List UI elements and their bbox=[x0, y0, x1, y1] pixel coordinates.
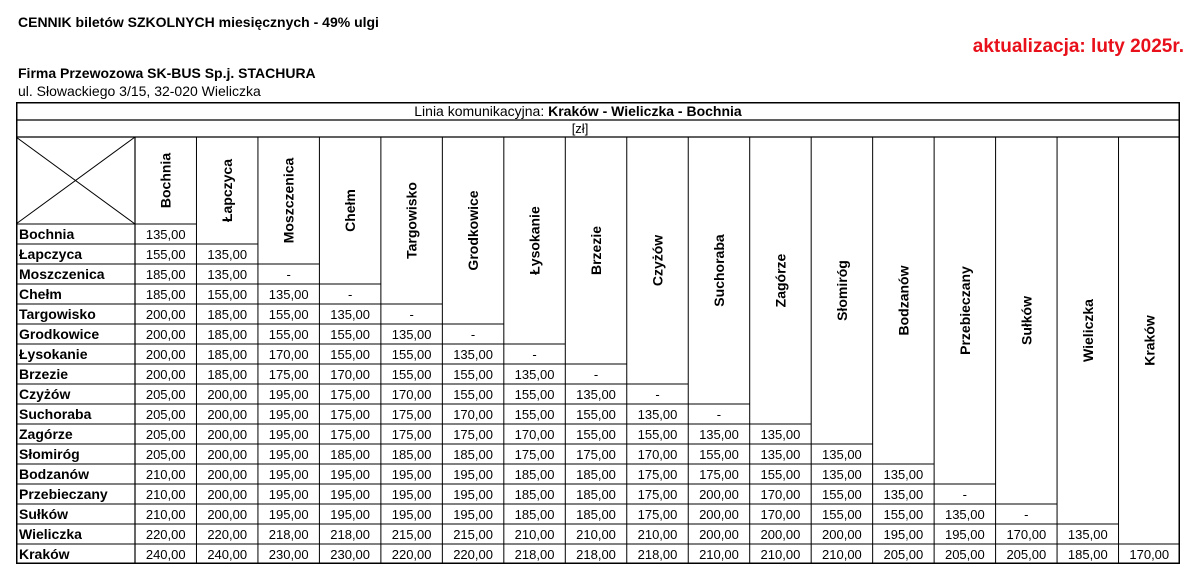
fare-cell: 200,00 bbox=[207, 427, 248, 442]
fare-cell: 185,00 bbox=[453, 447, 493, 462]
fare-cell: 210,00 bbox=[760, 547, 801, 562]
fare-cell: 135,00 bbox=[1067, 527, 1108, 542]
row-label: Słomiróg bbox=[19, 446, 80, 462]
fare-cell: 195,00 bbox=[453, 487, 493, 502]
fare-cell: 185,00 bbox=[576, 467, 616, 482]
column-header: Słomiróg bbox=[833, 260, 850, 321]
fare-cell: 210,00 bbox=[514, 527, 555, 542]
row-label: Bodzanów bbox=[19, 466, 89, 482]
fare-cell: 135,00 bbox=[268, 287, 309, 302]
fare-cell: 155,00 bbox=[576, 407, 616, 422]
fare-cell: 185,00 bbox=[330, 447, 371, 462]
fare-cell: 175,00 bbox=[391, 407, 432, 422]
fare-cell: 135,00 bbox=[760, 427, 801, 442]
fare-cell: 195,00 bbox=[330, 507, 371, 522]
fare-cell: 170,00 bbox=[514, 427, 555, 442]
fare-cell: 185,00 bbox=[207, 347, 248, 362]
fare-cell: 155,00 bbox=[330, 327, 371, 342]
fare-cell: 135,00 bbox=[453, 347, 493, 362]
fare-cell: 135,00 bbox=[207, 247, 248, 262]
fare-cell: 240,00 bbox=[207, 547, 248, 562]
row-label: Przebieczany bbox=[19, 486, 108, 502]
fare-cell: 155,00 bbox=[514, 407, 555, 422]
row-label: Wieliczka bbox=[19, 526, 82, 542]
fare-cell: 155,00 bbox=[822, 507, 862, 522]
fare-cell: 200,00 bbox=[699, 487, 739, 502]
fare-cell: - bbox=[962, 487, 968, 502]
row-label: Suchoraba bbox=[19, 406, 92, 422]
fare-cell: 170,00 bbox=[760, 487, 801, 502]
fare-cell: 220,00 bbox=[207, 527, 248, 542]
fare-cell: 210,00 bbox=[145, 487, 186, 502]
price-list-title: CENNIK biletów SZKOLNYCH miesięcznych - 49% ulgi bbox=[18, 14, 379, 30]
fare-cell: 155,00 bbox=[699, 447, 739, 462]
fare-cell: - bbox=[593, 367, 599, 382]
fare-cell: 200,00 bbox=[207, 387, 248, 402]
fare-cell: 218,00 bbox=[514, 547, 555, 562]
fare-cell: 135,00 bbox=[207, 267, 248, 282]
fare-cell: 155,00 bbox=[637, 427, 678, 442]
fare-cell: 155,00 bbox=[883, 507, 924, 522]
fare-cell: 175,00 bbox=[699, 467, 739, 482]
fare-cell: 210,00 bbox=[576, 527, 616, 542]
fare-cell: 175,00 bbox=[637, 467, 678, 482]
column-header: Zagórze bbox=[772, 253, 789, 308]
fare-cell: 155,00 bbox=[760, 467, 801, 482]
row-label: Bochnia bbox=[19, 226, 75, 242]
fare-cell: 200,00 bbox=[760, 527, 801, 542]
fare-cell: 195,00 bbox=[453, 507, 493, 522]
column-header: Brzezie bbox=[588, 225, 605, 276]
fare-cell: 195,00 bbox=[268, 407, 309, 422]
fare-cell: 135,00 bbox=[944, 507, 985, 522]
fare-cell: 218,00 bbox=[576, 547, 616, 562]
fare-cell: 215,00 bbox=[391, 527, 432, 542]
fare-cell: 185,00 bbox=[576, 507, 616, 522]
fare-cell: 195,00 bbox=[268, 447, 309, 462]
row-label: Kraków bbox=[19, 546, 70, 562]
row-label: Grodkowice bbox=[19, 326, 100, 342]
row-label: Łapczyca bbox=[19, 246, 83, 262]
column-header: Bochnia bbox=[157, 152, 174, 209]
column-header: Sułków bbox=[1018, 295, 1035, 346]
fare-cell: - bbox=[532, 347, 537, 362]
fare-cell: 170,00 bbox=[1129, 547, 1170, 562]
fare-cell: 185,00 bbox=[514, 487, 555, 502]
fare-cell: 240,00 bbox=[145, 547, 186, 562]
column-header: Targowisko bbox=[403, 182, 420, 259]
fare-cell: 205,00 bbox=[145, 407, 186, 422]
fare-cell: - bbox=[716, 407, 722, 422]
fare-cell: 205,00 bbox=[883, 547, 924, 562]
column-header: Przebieczany bbox=[956, 266, 973, 355]
column-header: Grodkowice bbox=[465, 190, 482, 271]
fare-cell: 220,00 bbox=[145, 527, 186, 542]
fare-cell: 185,00 bbox=[145, 267, 186, 282]
fare-cell: 185,00 bbox=[207, 307, 248, 322]
fare-cell: 155,00 bbox=[822, 487, 862, 502]
row-label: Czyżów bbox=[19, 386, 71, 402]
fare-cell: 195,00 bbox=[268, 467, 309, 482]
fare-cell: 175,00 bbox=[330, 427, 371, 442]
fare-cell: 155,00 bbox=[391, 347, 432, 362]
fare-cell: 205,00 bbox=[145, 447, 186, 462]
fare-cell: 200,00 bbox=[207, 407, 248, 422]
fare-cell: 200,00 bbox=[699, 507, 739, 522]
fare-cell: - bbox=[1024, 507, 1029, 522]
fare-cell: 155,00 bbox=[207, 287, 248, 302]
fare-cell: 200,00 bbox=[145, 347, 186, 362]
fare-cell: 155,00 bbox=[576, 427, 616, 442]
line-title: Linia komunikacyjna: Kraków - Wieliczka - Bochnia bbox=[414, 103, 742, 119]
fare-cell: 135,00 bbox=[822, 447, 862, 462]
fare-cell: 218,00 bbox=[637, 547, 678, 562]
fare-cell: 155,00 bbox=[145, 247, 186, 262]
fare-cell: 170,00 bbox=[637, 447, 678, 462]
column-header: Łapczyca bbox=[219, 158, 236, 223]
fare-cell: 210,00 bbox=[145, 467, 186, 482]
fare-cell: 135,00 bbox=[883, 467, 924, 482]
fare-cell: 175,00 bbox=[330, 387, 371, 402]
fare-cell: 200,00 bbox=[207, 447, 248, 462]
fare-cell: 195,00 bbox=[268, 507, 309, 522]
fare-cell: 185,00 bbox=[514, 467, 555, 482]
fare-cell: 185,00 bbox=[514, 507, 555, 522]
row-label: Brzezie bbox=[19, 366, 69, 382]
fare-cell: 200,00 bbox=[207, 487, 248, 502]
fare-cell: 195,00 bbox=[391, 507, 432, 522]
company-name: Firma Przewozowa SK-BUS Sp.j. STACHURA bbox=[18, 65, 316, 81]
row-label: Moszczenica bbox=[19, 266, 105, 282]
fare-cell: 135,00 bbox=[330, 307, 371, 322]
fare-cell: 200,00 bbox=[145, 307, 186, 322]
fare-cell: 185,00 bbox=[1067, 547, 1108, 562]
fare-cell: 195,00 bbox=[883, 527, 924, 542]
column-header: Chełm bbox=[342, 189, 359, 232]
fare-cell: 220,00 bbox=[391, 547, 432, 562]
fare-cell: 170,00 bbox=[268, 347, 309, 362]
column-header: Wieliczka bbox=[1079, 299, 1096, 362]
fare-cell: 230,00 bbox=[268, 547, 309, 562]
fare-cell: 135,00 bbox=[576, 387, 616, 402]
column-header: Suchoraba bbox=[710, 234, 727, 307]
column-header: Bodzanów bbox=[895, 265, 912, 336]
fare-cell: 185,00 bbox=[145, 287, 186, 302]
fare-cell: 185,00 bbox=[207, 327, 248, 342]
fare-cell: - bbox=[655, 387, 660, 402]
fare-cell: 155,00 bbox=[268, 327, 309, 342]
fare-cell: 175,00 bbox=[268, 367, 309, 382]
fare-cell: 175,00 bbox=[514, 447, 555, 462]
fare-cell: - bbox=[470, 327, 476, 342]
fare-cell: 200,00 bbox=[145, 327, 186, 342]
fare-cell: 195,00 bbox=[391, 487, 432, 502]
fare-cell: 205,00 bbox=[1006, 547, 1047, 562]
fare-cell: 220,00 bbox=[453, 547, 493, 562]
fare-cell: 185,00 bbox=[207, 367, 248, 382]
fare-cell: 175,00 bbox=[330, 407, 371, 422]
company-address: ul. Słowackiego 3/15, 32-020 Wieliczka bbox=[18, 83, 261, 99]
fare-cell: 170,00 bbox=[760, 507, 801, 522]
fare-cell: 170,00 bbox=[330, 367, 371, 382]
fare-cell: 155,00 bbox=[268, 307, 309, 322]
row-label: Sułków bbox=[19, 506, 69, 522]
fare-cell: 210,00 bbox=[145, 507, 186, 522]
fare-cell: 195,00 bbox=[268, 427, 309, 442]
fare-cell: 155,00 bbox=[453, 387, 493, 402]
fare-cell: 195,00 bbox=[391, 467, 432, 482]
fare-cell: 155,00 bbox=[391, 367, 432, 382]
fare-cell: 210,00 bbox=[637, 527, 678, 542]
fare-cell: - bbox=[347, 287, 353, 302]
fare-table-grid bbox=[16, 102, 1180, 564]
row-label: Chełm bbox=[19, 286, 62, 302]
fare-cell: 205,00 bbox=[145, 387, 186, 402]
fare-cell: 200,00 bbox=[822, 527, 862, 542]
fare-cell: 170,00 bbox=[391, 387, 432, 402]
fare-cell: 200,00 bbox=[207, 507, 248, 522]
fare-cell: 155,00 bbox=[330, 347, 371, 362]
fare-cell: 135,00 bbox=[760, 447, 801, 462]
fare-cell: - bbox=[409, 307, 414, 322]
column-header: Łysokanie bbox=[526, 206, 543, 275]
fare-cell: - bbox=[286, 267, 291, 282]
fare-cell: 200,00 bbox=[699, 527, 739, 542]
fare-cell: 200,00 bbox=[145, 367, 186, 382]
fare-cell: 135,00 bbox=[883, 487, 924, 502]
fare-cell: 185,00 bbox=[391, 447, 432, 462]
fare-cell: 185,00 bbox=[576, 487, 616, 502]
fare-cell: 135,00 bbox=[145, 227, 186, 242]
fare-cell: 170,00 bbox=[453, 407, 493, 422]
fare-cell: 195,00 bbox=[944, 527, 985, 542]
fare-cell: 135,00 bbox=[637, 407, 678, 422]
fare-table bbox=[16, 102, 1180, 564]
row-label: Targowisko bbox=[19, 306, 96, 322]
fare-cell: 195,00 bbox=[330, 487, 371, 502]
fare-cell: 175,00 bbox=[637, 487, 678, 502]
row-label: Łysokanie bbox=[19, 346, 88, 362]
fare-cell: 210,00 bbox=[699, 547, 739, 562]
fare-cell: 155,00 bbox=[514, 387, 555, 402]
fare-cell: 205,00 bbox=[944, 547, 985, 562]
fare-cell: 218,00 bbox=[330, 527, 371, 542]
fare-cell: 195,00 bbox=[330, 467, 371, 482]
fare-cell: 135,00 bbox=[699, 427, 739, 442]
fare-cell: 135,00 bbox=[391, 327, 432, 342]
fare-cell: 210,00 bbox=[822, 547, 862, 562]
row-label: Zagórze bbox=[19, 426, 73, 442]
fare-cell: 200,00 bbox=[207, 467, 248, 482]
fare-cell: 215,00 bbox=[453, 527, 493, 542]
update-date: aktualizacja: luty 2025r. bbox=[972, 36, 1184, 57]
fare-cell: 175,00 bbox=[453, 427, 493, 442]
fare-cell: 195,00 bbox=[453, 467, 493, 482]
fare-cell: 175,00 bbox=[576, 447, 616, 462]
fare-cell: 135,00 bbox=[822, 467, 862, 482]
column-header: Moszczenica bbox=[280, 157, 297, 244]
unit-label: [zł] bbox=[571, 121, 589, 136]
column-header: Kraków bbox=[1141, 315, 1158, 366]
fare-cell: 175,00 bbox=[637, 507, 678, 522]
fare-cell: 230,00 bbox=[330, 547, 371, 562]
fare-cell: 205,00 bbox=[145, 427, 186, 442]
column-header: Czyżów bbox=[649, 234, 666, 287]
fare-cell: 170,00 bbox=[1006, 527, 1047, 542]
fare-cell: 175,00 bbox=[391, 427, 432, 442]
fare-cell: 155,00 bbox=[453, 367, 493, 382]
fare-cell: 218,00 bbox=[268, 527, 309, 542]
fare-cell: 195,00 bbox=[268, 487, 309, 502]
fare-cell: 195,00 bbox=[268, 387, 309, 402]
fare-cell: 135,00 bbox=[514, 367, 555, 382]
